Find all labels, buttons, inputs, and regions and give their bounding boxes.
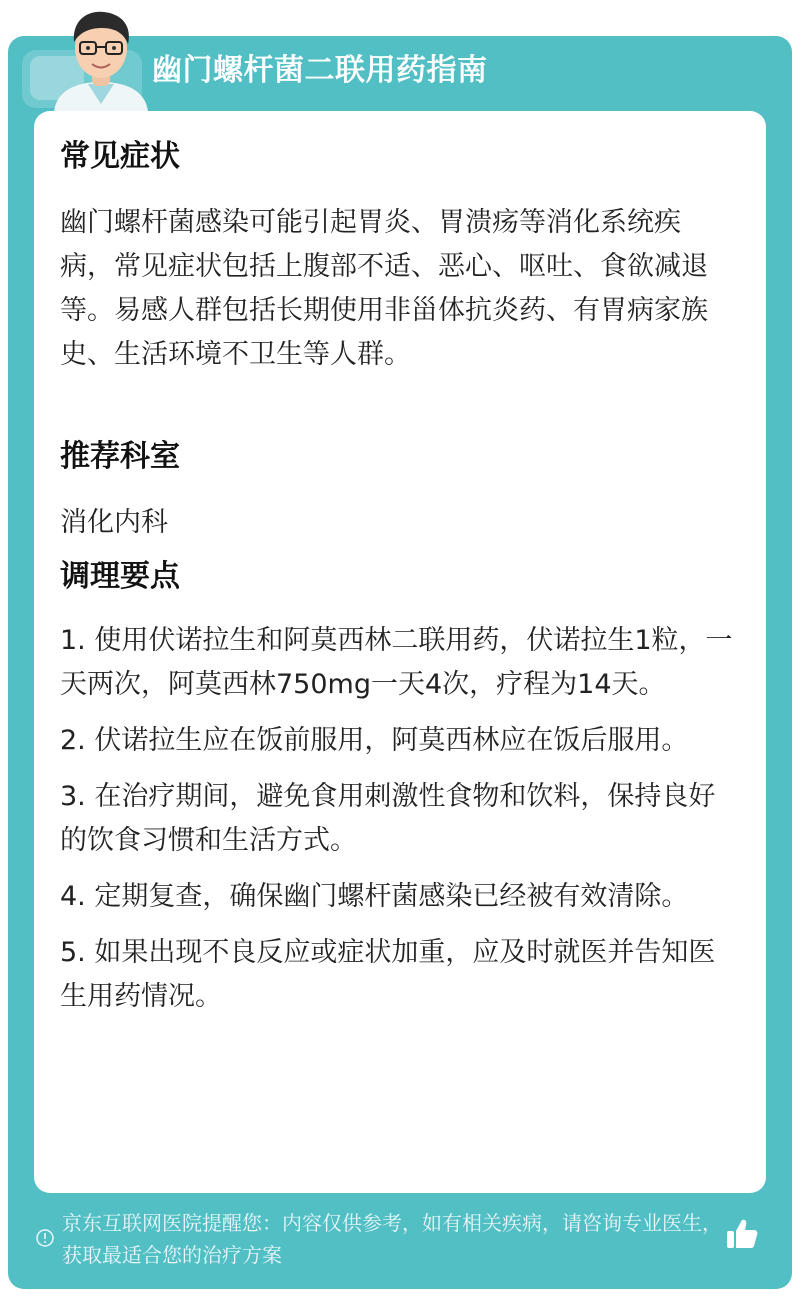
- department-heading: 推荐科室: [60, 439, 180, 474]
- page-title: 幽门螺杆菌二联用药指南: [152, 53, 488, 88]
- care-item: 3. 在治疗期间，避免食用刺激性食物和饮料，保持良好的饮食习惯和生活方式。: [60, 781, 716, 856]
- symptoms-heading: 常见症状: [60, 139, 180, 174]
- footer-notice: 京东互联网医院提醒您：内容仅供参考，如有相关疾病，请咨询专业医生，获取最适合您的治疗方案: [62, 1211, 722, 1267]
- content-card: [34, 111, 766, 1193]
- care-item: 5. 如果出现不良反应或症状加重，应及时就医并告知医生用药情况。: [60, 937, 716, 1012]
- info-icon: [36, 1229, 54, 1247]
- care-list: [60, 619, 740, 1031]
- doctor-avatar-icon: [46, 4, 156, 112]
- care-item: 4. 定期复查，确保幽门螺杆菌感染已经被有效清除。: [60, 881, 689, 912]
- care-heading: 调理要点: [60, 559, 180, 594]
- department-text: 消化内科: [60, 507, 168, 538]
- care-item: 1. 使用伏诺拉生和阿莫西林二联用药，伏诺拉生1粒，一天两次，阿莫西林750mg一天4次，疗程为14天。: [60, 625, 733, 700]
- thumbs-up-icon[interactable]: [724, 1216, 760, 1252]
- care-item: 2. 伏诺拉生应在饭前服用，阿莫西林应在饭后服用。: [60, 725, 689, 756]
- symptoms-text: 幽门螺杆菌感染可能引起胃炎、胃溃疡等消化系统疾病，常见症状包括上腹部不适、恶心、呕吐、食欲减退等。易感人群包括长期使用非甾体抗炎药、有胃病家族史、生活环境不卫生等人群。: [60, 207, 708, 370]
